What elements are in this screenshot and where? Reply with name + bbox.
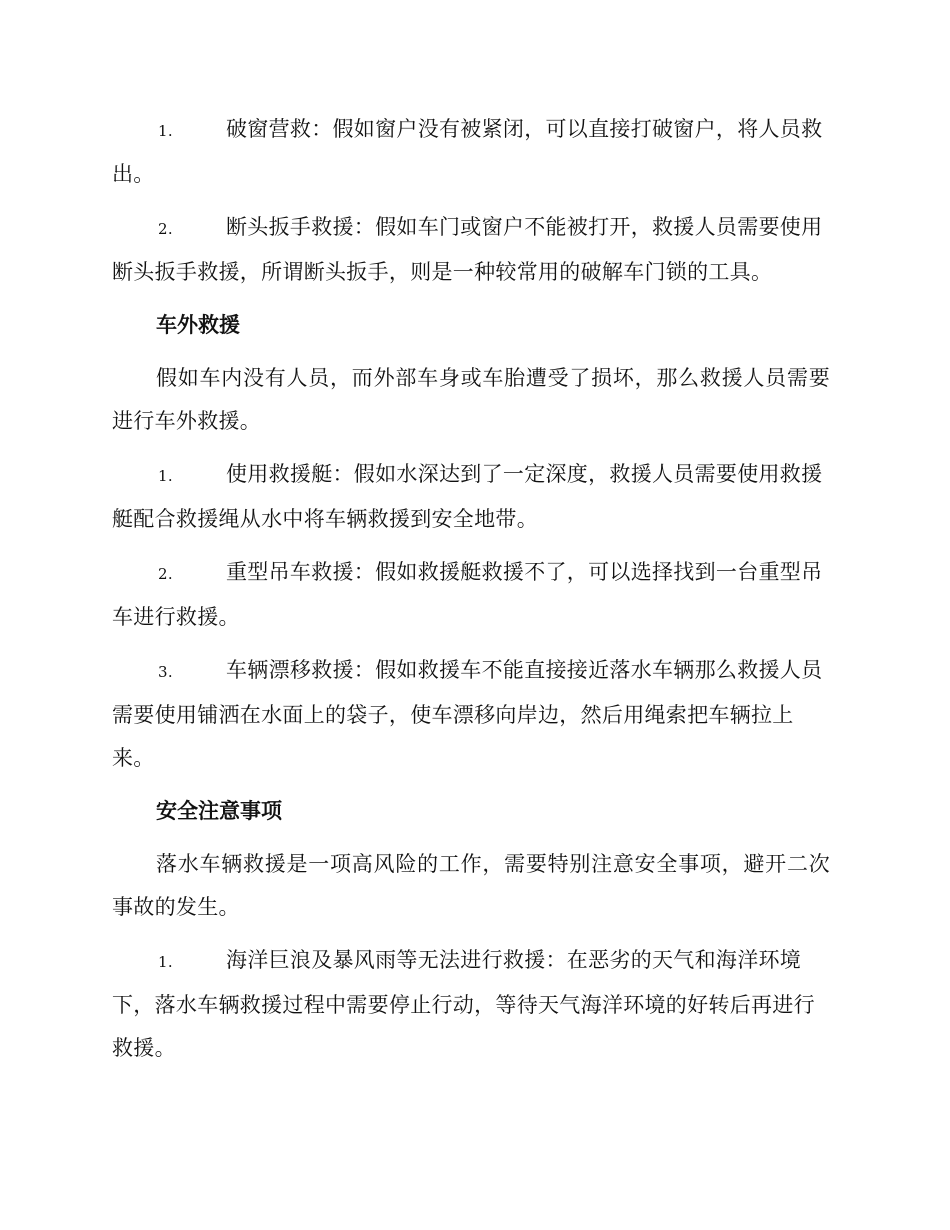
section-heading: 车外救援 [156, 313, 240, 337]
list-number: 2. [158, 565, 173, 583]
list-item [112, 551, 830, 639]
list-item [112, 939, 830, 1070]
list-item-text: 破窗营救：假如窗户没有被紧闭，可以直接打破窗户，将人员救出。 [112, 117, 823, 186]
paragraph: 落水车辆救援是一项高风险的工作，需要特别注意安全事项，避开二次事故的发生。 [112, 852, 830, 919]
list-item-text: 重型吊车救援：假如救援艇救援不了，可以选择找到一台重型吊车进行救援。 [112, 560, 823, 629]
list-number: 2. [158, 220, 173, 238]
section-heading: 安全注意事项 [156, 799, 282, 823]
list-number: 1. [158, 467, 173, 485]
list-item-text: 断头扳手救援：假如车门或窗户不能被打开，救援人员需要使用断头扳手救援，所谓断头扳手，则是一种较常用的破解车门锁的工具。 [112, 215, 823, 284]
paragraph: 假如车内没有人员，而外部车身或车胎遭受了损坏，那么救援人员需要进行车外救援。 [112, 366, 830, 433]
list-item-text: 车辆漂移救援：假如救援车不能直接接近落水车辆那么救援人员需要使用铺洒在水面上的袋子，使车漂移向岸边，然后用绳索把车辆拉上来。 [112, 658, 823, 770]
list-item [112, 453, 830, 541]
list-item [112, 206, 830, 294]
list-item-text: 海洋巨浪及暴风雨等无法进行救援：在恶劣的天气和海洋环境下，落水车辆救援过程中需要停止行动，等待天气海洋环境的好转后再进行救援。 [112, 948, 815, 1060]
list-number: 1. [158, 122, 173, 140]
list-number: 3. [158, 663, 173, 681]
list-number: 1. [158, 953, 173, 971]
list-item [112, 108, 830, 196]
list-item-text: 使用救援艇：假如水深达到了一定深度，救援人员需要使用救援艇配合救援绳从水中将车辆救援到安全地带。 [112, 462, 823, 531]
list-item [112, 649, 830, 780]
